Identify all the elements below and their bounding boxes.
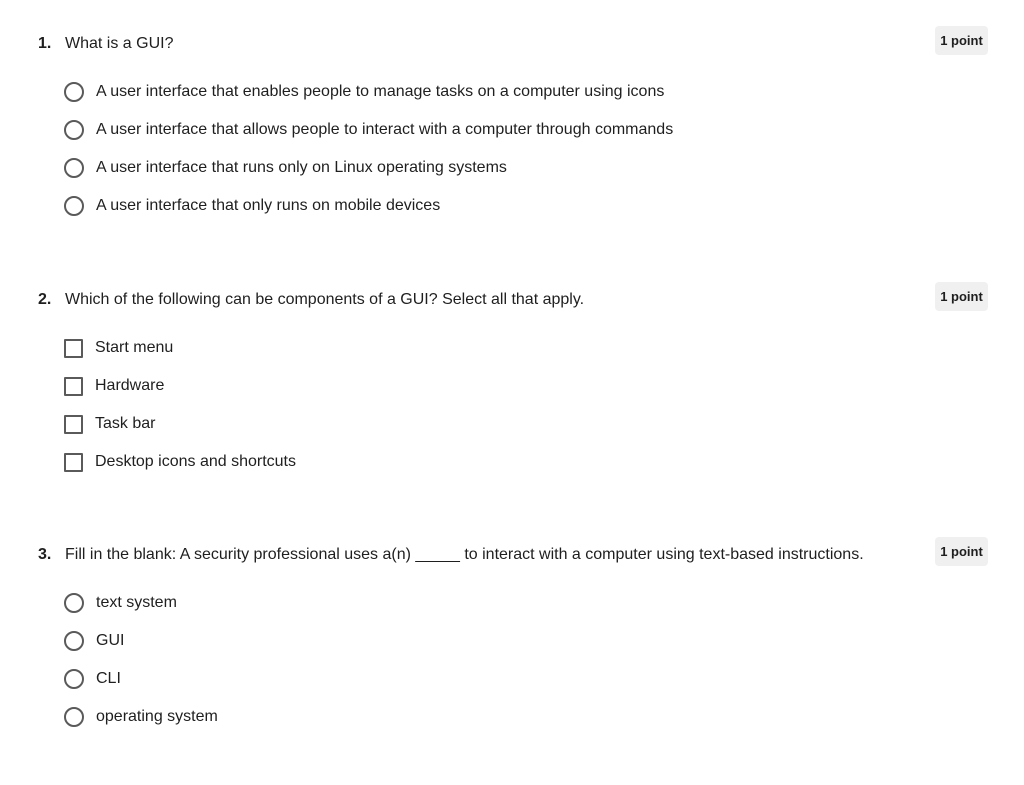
option-label: Task bar — [95, 415, 156, 432]
radio-button[interactable] — [64, 593, 84, 613]
option-label: A user interface that allows people to interact with a computer through commands — [96, 121, 674, 138]
option-label: A user interface that enables people to manage tasks on a computer using icons — [96, 83, 665, 100]
checkbox[interactable] — [64, 377, 83, 396]
options-radio-group — [64, 73, 864, 225]
checkbox[interactable] — [64, 453, 83, 472]
radio-button[interactable] — [64, 120, 84, 140]
option-label: A user interface that only runs on mobile devices — [96, 197, 441, 214]
points-badge: 1 point — [935, 537, 988, 566]
option-radio[interactable] — [64, 111, 864, 149]
radio-button[interactable] — [64, 669, 84, 689]
option-radio[interactable] — [64, 660, 864, 698]
question-text: Which of the following can be components of a GUI? Select all that apply. — [65, 291, 585, 308]
points-badge: 1 point — [935, 282, 988, 311]
radio-button[interactable] — [64, 82, 84, 102]
options-radio-group — [64, 584, 864, 736]
option-checkbox[interactable] — [64, 367, 864, 405]
radio-button[interactable] — [64, 196, 84, 216]
option-label: CLI — [96, 670, 121, 687]
question-text: What is a GUI? — [65, 35, 174, 52]
option-label: operating system — [96, 708, 218, 725]
option-radio[interactable] — [64, 73, 864, 111]
radio-button[interactable] — [64, 631, 84, 651]
options-checkbox-group — [64, 329, 864, 481]
question-text: Fill in the blank: A security professional uses a(n) _____ to interact with a computer using text-based instructions. — [65, 546, 864, 563]
question-number: 3. — [38, 546, 52, 563]
option-checkbox[interactable] — [64, 405, 864, 443]
option-checkbox[interactable] — [64, 329, 864, 367]
question-number: 2. — [38, 291, 52, 308]
option-radio[interactable] — [64, 187, 864, 225]
option-label: Hardware — [95, 377, 165, 394]
option-radio[interactable] — [64, 698, 864, 736]
checkbox[interactable] — [64, 415, 83, 434]
points-badge: 1 point — [935, 26, 988, 55]
radio-button[interactable] — [64, 707, 84, 727]
checkbox[interactable] — [64, 339, 83, 358]
option-label: Start menu — [95, 339, 174, 356]
question-number: 1. — [38, 35, 52, 52]
option-radio[interactable] — [64, 584, 864, 622]
radio-button[interactable] — [64, 158, 84, 178]
option-label: GUI — [96, 632, 125, 649]
option-label: text system — [96, 594, 177, 611]
option-radio[interactable] — [64, 622, 864, 660]
option-radio[interactable] — [64, 149, 864, 187]
option-label: A user interface that runs only on Linux operating systems — [96, 159, 507, 176]
option-label: Desktop icons and shortcuts — [95, 453, 296, 470]
option-checkbox[interactable] — [64, 443, 864, 481]
